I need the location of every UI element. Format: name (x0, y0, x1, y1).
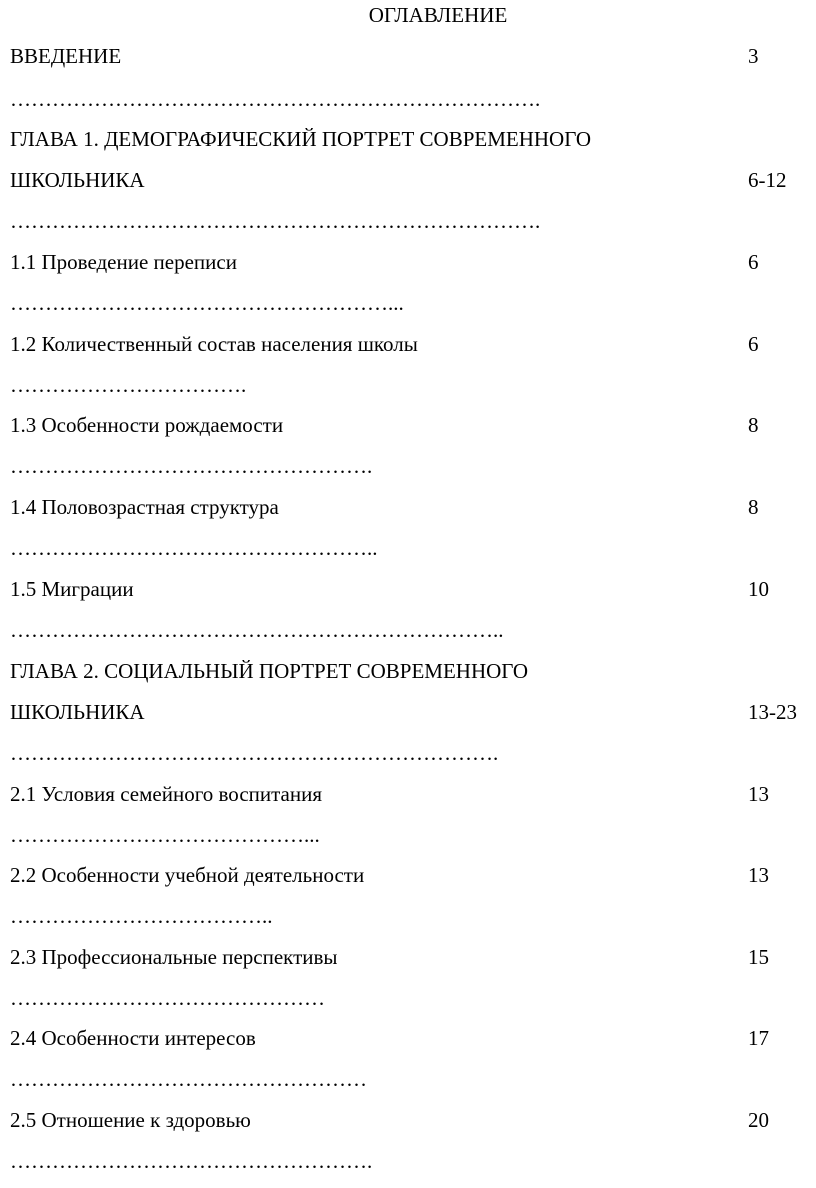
toc-entry-page: 6 (748, 332, 759, 356)
toc-entry-page: 13 (748, 782, 769, 806)
toc-entry-page: 6-12 (748, 168, 787, 192)
toc-entry-page: 8 (748, 495, 759, 519)
toc-entry-leader: ……………………………………………. (10, 454, 373, 478)
toc-entry-leader: ……………………………………………………………. (10, 741, 499, 765)
toc-entry-page: 17 (748, 1026, 769, 1050)
toc-entry-leader: …………………………………………….. (10, 536, 378, 560)
toc-entry-label: ВВЕДЕНИЕ (10, 44, 122, 68)
toc-entry-label: 2.2 Особенности учебной деятельности (10, 863, 365, 887)
toc-entry-leader: ……………………………. (10, 373, 247, 397)
toc-entry-leader: ……………………………………... (10, 823, 320, 847)
toc-entry-label: 1.4 Половозрастная структура (10, 495, 279, 519)
toc-entry-label: 1.1 Проведение переписи (10, 250, 237, 274)
toc-entry-leader: …………………………………………………………….. (10, 618, 504, 642)
toc-entry-leader: ……………………………………… (10, 986, 325, 1010)
toc-entry-label: 2.3 Профессиональные перспективы (10, 945, 338, 969)
toc-entry-label: 1.2 Количественный состав населения школы (10, 332, 418, 356)
toc-entry-leader: …………………………………………………………………. (10, 209, 541, 233)
toc-entry-label: 2.1 Условия семейного воспитания (10, 782, 323, 806)
toc-entry-leader: …………………………………………… (10, 1067, 367, 1091)
toc-entry-leader: ……………………………………………. (10, 1149, 373, 1173)
toc-entry-label: 1.5 Миграции (10, 577, 134, 601)
toc-chapter-heading: ГЛАВА 1. ДЕМОГРАФИЧЕСКИЙ ПОРТРЕТ СОВРЕМЕННОГО (10, 127, 592, 151)
toc-entry-label: ШКОЛЬНИКА (10, 700, 145, 724)
page-title: ОГЛАВЛЕНИЕ (368, 3, 508, 27)
toc-entry-page: 10 (748, 577, 769, 601)
toc-entry-page: 13 (748, 863, 769, 887)
toc-entry-label: ШКОЛЬНИКА (10, 168, 145, 192)
toc-chapter-heading: ГЛАВА 2. СОЦИАЛЬНЫЙ ПОРТРЕТ СОВРЕМЕННОГО (10, 659, 529, 683)
toc-entry-page: 3 (748, 44, 759, 68)
toc-entry-page: 8 (748, 413, 759, 437)
toc-entry-label: 1.3 Особенности рождаемости (10, 413, 284, 437)
toc-entry-leader: ……………………………….. (10, 904, 273, 928)
toc-entry-label: 2.4 Особенности интересов (10, 1026, 256, 1050)
toc-entry-page: 13-23 (748, 700, 797, 724)
toc-entry-leader: …………………………………………………………………. (10, 87, 541, 111)
toc-entry-page: 15 (748, 945, 769, 969)
toc-entry-label: 2.5 Отношение к здоровью (10, 1108, 251, 1132)
toc-entry-page: 20 (748, 1108, 769, 1132)
toc-entry-leader: ………………………………………………... (10, 291, 404, 315)
toc-entry-page: 6 (748, 250, 759, 274)
